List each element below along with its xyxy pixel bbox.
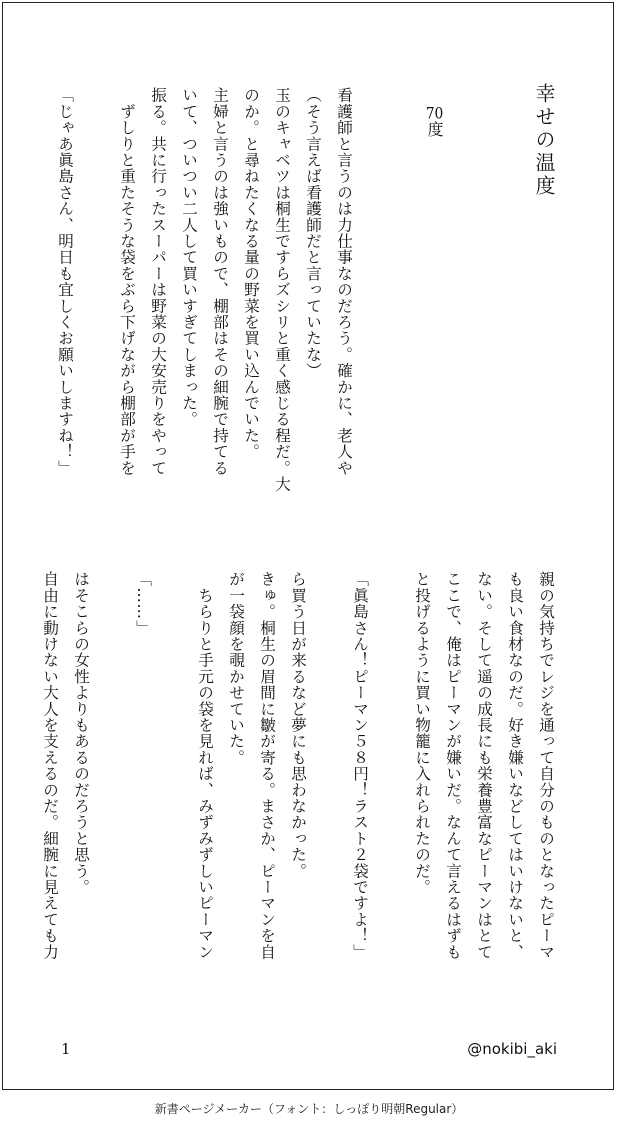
- author-handle: @nokibi_aki: [467, 1040, 557, 1058]
- story-title: 幸せの温度: [532, 83, 556, 198]
- lower-text-block: 親の気持ちでレジを通って自分のものとなったピーマ も良い食材なのだ。好き嫌いなどしてはいけないと、 ない。そして遥の成長にも栄養豊富なピーマンはとて ここで、俺はピーマンが嫌いだ。なんて言えるはずも と投げるように買い物籠に入れられたのだ。 「眞島さん！ピーマン５８円！ラスト２袋ですよ！」 ら買う日が来るなど夢にも思わなかった。 きゅ。桐生の眉間に皺が寄る。まさか、ピーマンを自 が一袋顔を覗かせていた。 ちらりと手元の袋を見れば、みずみずしいピーマン 「……」 はそこらの女性よりもあるのだろうと思う。 自由に動けない大人を支えるのだ。細腕に見えても力: [41, 571, 555, 960]
- book-page: [2, 2, 614, 1090]
- chapter-heading: [419, 105, 449, 175]
- chapter-suffix: 度: [425, 121, 444, 137]
- page-number: 1: [61, 1040, 71, 1058]
- footer-credit: 新書ページメーカー（フォント：しっぽり明朝Regular）: [154, 1102, 464, 1116]
- upper-text-block: 看護師と言うのは力仕事なのだろう。確かに、老人や （そう言えば看護師だと言っていたな） 玉のキャベツは桐生ですらズシリと重く感じる程だ。大 のか。と尋ねたくなる量の野菜を買い込んでいた。 主婦と言うのは強いもので、棚部はその細腕で持てる いて、ついつい二人して買いすぎてしまった。 振る。共に行ったスーパーは野菜の大安売りをやって ずしりと重たそうな袋をぶら下げながら棚部が手を 「じゃあ眞島さん、明日も宜しくお願いしますね！」: [56, 87, 353, 492]
- chapter-number: 70: [425, 105, 444, 121]
